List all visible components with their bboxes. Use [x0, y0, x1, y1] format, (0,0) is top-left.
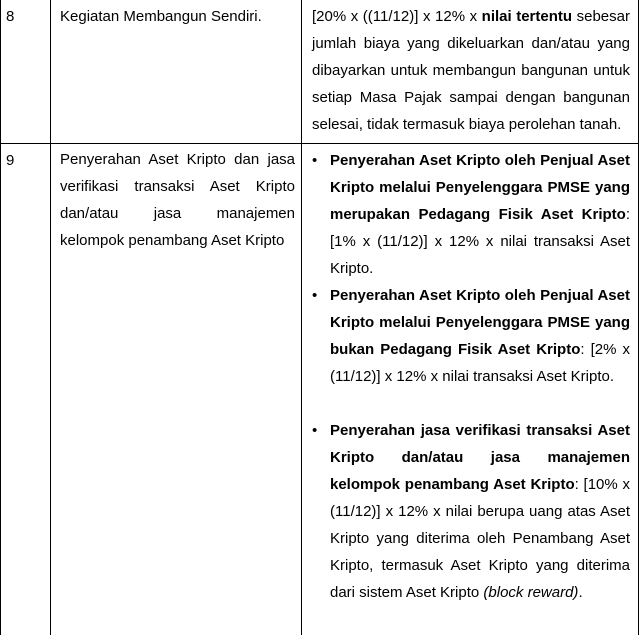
activity-text: Penyerahan Aset Kripto dan jasa verifikasi transaksi Aset Kripto dan/atau jasa manajemen kelompok penambang Aset Kripto	[60, 151, 295, 249]
bullet: •	[312, 422, 318, 439]
border-left	[0, 0, 1, 635]
bullet: •	[312, 152, 318, 169]
formula-text: [20% x ((11/12)] x 12% x nilai tertentu sebesar jumlah biaya yang dikeluarkan dan/atau yang dibayarkan untuk membangun bangunan untuk setiap Masa Pajak sampai dengan bangunan selesai, tidak termasuk biaya perolehan tanah.	[312, 8, 630, 133]
activity-text: Kegiatan Membangun Sendiri.	[60, 8, 262, 25]
bullet: •	[312, 287, 318, 304]
bullet-item: Penyerahan Aset Kripto oleh Penjual Aset Kripto melalui Penyelenggara PMSE yang merupakan Pedagang Fisik Aset Kripto: [1% x (11/12)] x 12% x nilai transaksi Aset Kripto.	[330, 152, 630, 277]
row-divider	[0, 143, 639, 144]
row-number: 8	[6, 8, 15, 25]
border-right	[638, 0, 639, 635]
divider-col-2	[301, 0, 302, 635]
bullet-item: Penyerahan jasa verifikasi transaksi Aset Kripto dan/atau jasa manajemen kelompok penambang Aset Kripto: [10% x (11/12)] x 12% x nilai berupa uang atas Aset Kripto yang diterima oleh Penambang Aset Kripto, termasuk Aset Kripto yang diterima dari sistem Aset Kripto (block reward).	[330, 422, 630, 601]
bullet-item: Penyerahan Aset Kripto oleh Penjual Aset Kripto melalui Penyelenggara PMSE yang bukan Pedagang Fisik Aset Kripto: [2% x (11/12)] x 12% x nilai transaksi Aset Kripto.	[330, 287, 630, 385]
divider-col-1	[50, 0, 51, 635]
row-number: 9	[6, 152, 15, 169]
